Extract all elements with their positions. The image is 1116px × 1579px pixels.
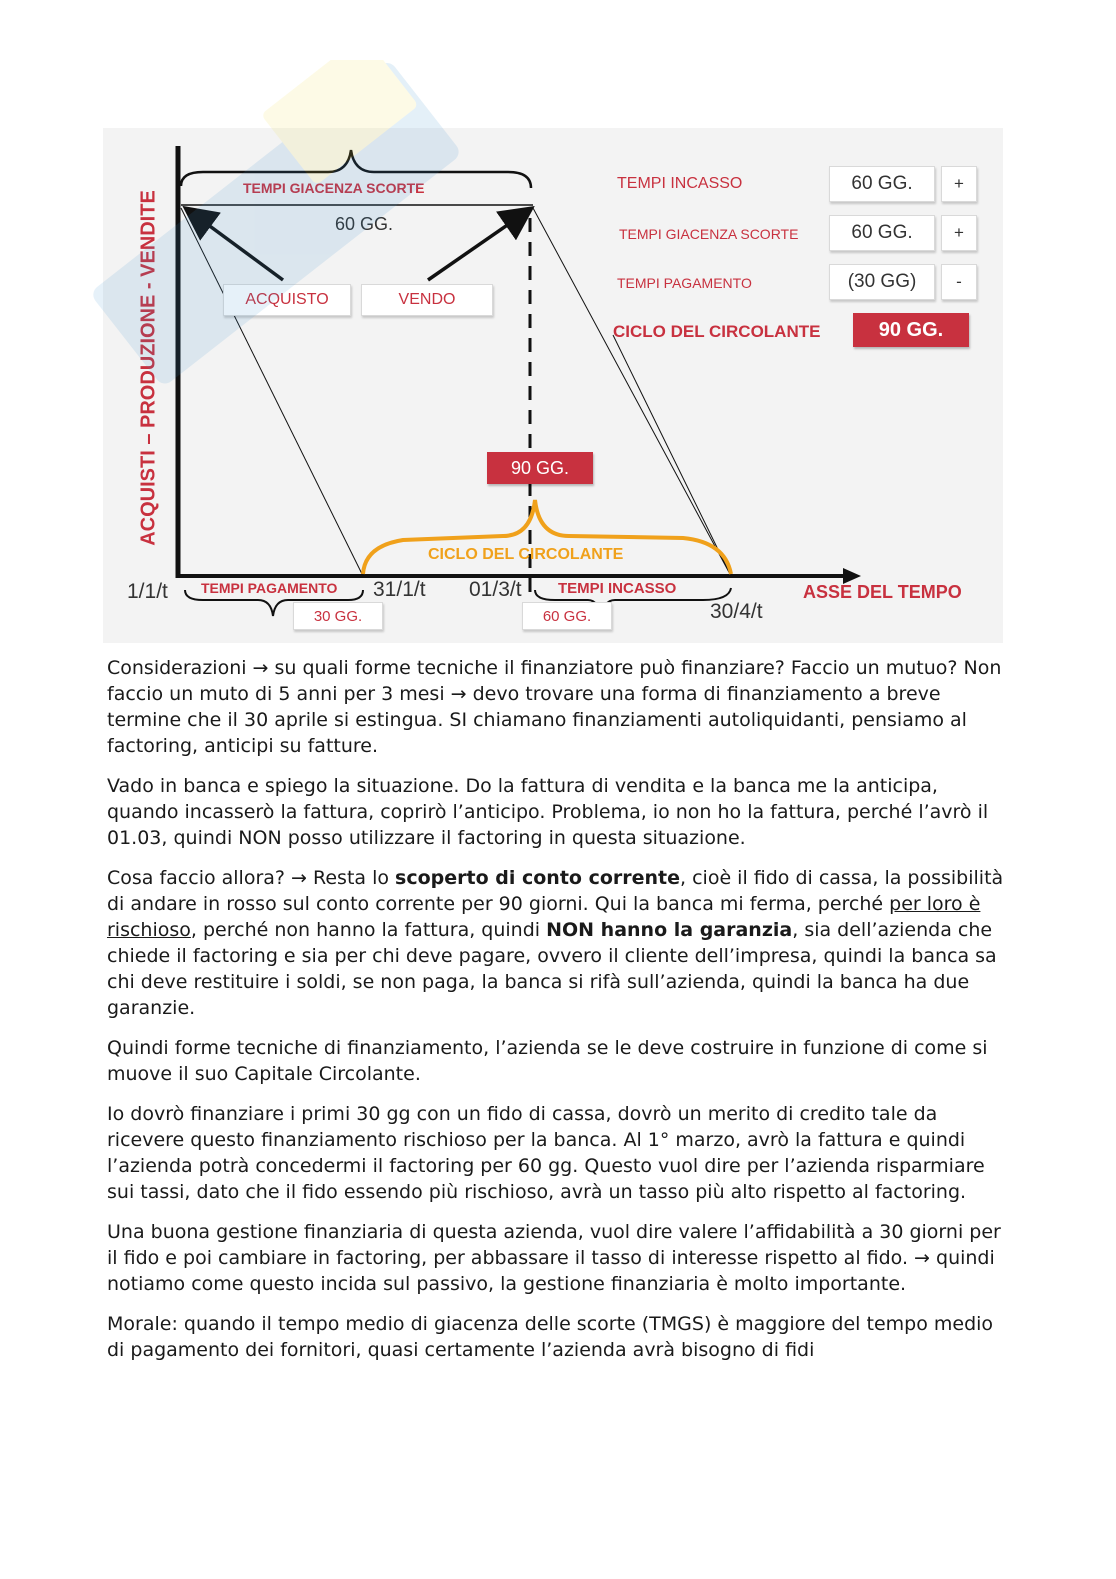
diag-right <box>533 208 731 576</box>
paragraph-scoperto <box>107 865 1007 1021</box>
acquisto-label: ACQUISTO <box>223 284 351 316</box>
date-start: 1/1/t <box>127 580 168 603</box>
y-axis-label: ACQUISTI – PRODUZIONE - VENDITE <box>137 190 160 546</box>
vendo-arrow <box>428 210 529 280</box>
p3-text-2: , cioè il fido di cassa, la possibilità di andare in rosso sul conto corrente per 90 giorni. Qui la banca mi ferma, perché <box>107 867 1004 915</box>
summary-sign-pagamento: - <box>941 264 977 300</box>
summary-total-value: 90 GG. <box>853 313 969 347</box>
payment-label: TEMPI PAGAMENTO <box>201 580 338 596</box>
p3-bold-garanzia: NON hanno la garanzia <box>546 919 793 941</box>
summary-value-giacenza: 60 GG. <box>829 215 935 251</box>
summary-label-giacenza: TEMPI GIACENZA SCORTE <box>619 226 799 242</box>
date-end: 30/4/t <box>710 600 763 623</box>
summary-label-incasso: TEMPI INCASSO <box>617 175 743 192</box>
paragraph-considerazioni: Considerazioni → su quali forme tecniche il finanziatore può finanziare? Faccio un mutuo? Non faccio un muto di 5 anni per 3 mesi → devo trovare una forma di finanziamento a breve termine che il 30 aprile si estingua. SI chiamano finanziamenti autoliquidanti, pensiamo al factoring, anticipi su fatture. <box>107 657 1002 757</box>
diag-summary <box>613 335 731 576</box>
acquisto-arrow <box>188 210 283 280</box>
summary-value-pagamento: (30 GG) <box>829 264 935 300</box>
p3-text-1: Cosa faccio allora? → Resta lo <box>107 867 396 889</box>
p3-underline-rischioso: per loro è rischioso <box>107 893 981 941</box>
summary-sign-giacenza: + <box>941 215 977 251</box>
summary-value-incasso: 60 GG. <box>829 166 935 202</box>
p3-text-3: , perché non hanno la fattura, quindi <box>190 919 547 941</box>
diag-left <box>181 208 363 576</box>
paragraph-morale: Morale: quando il tempo medio di giacenza delle scorte (TMGS) è maggiore del tempo medio di pagamento dei fornitori, quasi certamente l’azienda avrà bisogno di fidi <box>107 1313 994 1361</box>
ciclo-label: CICLO DEL CIRCOLANTE <box>428 546 624 563</box>
diagram-lines <box>103 128 1003 643</box>
date-d2: 31/1/t <box>373 578 426 601</box>
summary-total-label: CICLO DEL CIRCOLANTE <box>613 322 821 341</box>
summary-label-pagamento: TEMPI PAGAMENTO <box>617 275 752 291</box>
paragraph-forme-tecniche: Quindi forme tecniche di finanziamento, l’azienda se le deve costruire in funzione di come si muove il suo Capitale Circolante. <box>107 1037 988 1085</box>
paragraph-banca: Vado in banca e spiego la situazione. Do la fattura di vendita e la banca me la anticipa, quando incasserò la fattura, coprirò l’anticipo. Problema, io non ho la fattura, perché l’avrò il 01.03, quindi NON posso utilizzare il factoring in questa situazione. <box>107 775 989 849</box>
incasso-days: 60 GG. <box>522 602 612 630</box>
x-axis-label: ASSE DEL TEMPO <box>803 582 962 602</box>
p3-text-4: , sia dell’azienda che chiede il factoring e sia per chi deve pagare, ovvero il cliente dell’impresa, quindi la banca sa chi deve restituire i soldi, se non paga, la banca si rifà sull’azienda, quindi la banca ha due garanzie. <box>107 919 997 1019</box>
center-days-box: 90 GG. <box>487 452 593 484</box>
top-brace-days: 60 GG. <box>334 213 394 234</box>
document-body <box>107 655 1007 1377</box>
p3-bold-scoperto: scoperto di conto corrente <box>395 867 681 889</box>
paragraph-fido-cassa: Io dovrò finanziare i primi 30 gg con un fido di cassa, dovrò un merito di credito tale da ricevere questo finanziamento rischioso per la banca. Al 1° marzo, avrò la fattura e quindi l’azienda potrà concedermi il factoring per 60 gg. Questo vuol dire per l’azienda risparmiare sui tassi, dato che il fido essendo più rischioso, avrà un tasso più alto rispetto al factoring. <box>107 1103 985 1203</box>
payment-days: 30 GG. <box>293 602 383 630</box>
incasso-label: TEMPI INCASSO <box>558 580 677 597</box>
vendo-label: VENDO <box>361 284 493 316</box>
paragraph-gestione: Una buona gestione finanziaria di questa azienda, vuol dire valere l’affidabilità a 30 giorni per il fido e poi cambiare in factoring, per abbassare il tasso di interesse rispetto al fido. → quindi notiamo come questo incida sul passivo, la gestione finanziaria è molto importante. <box>107 1221 1001 1295</box>
summary-sign-incasso: + <box>941 166 977 202</box>
top-brace-label: TEMPI GIACENZA SCORTE <box>243 180 425 196</box>
cash-cycle-diagram <box>103 128 1003 643</box>
date-d3: 01/3/t <box>469 578 522 601</box>
